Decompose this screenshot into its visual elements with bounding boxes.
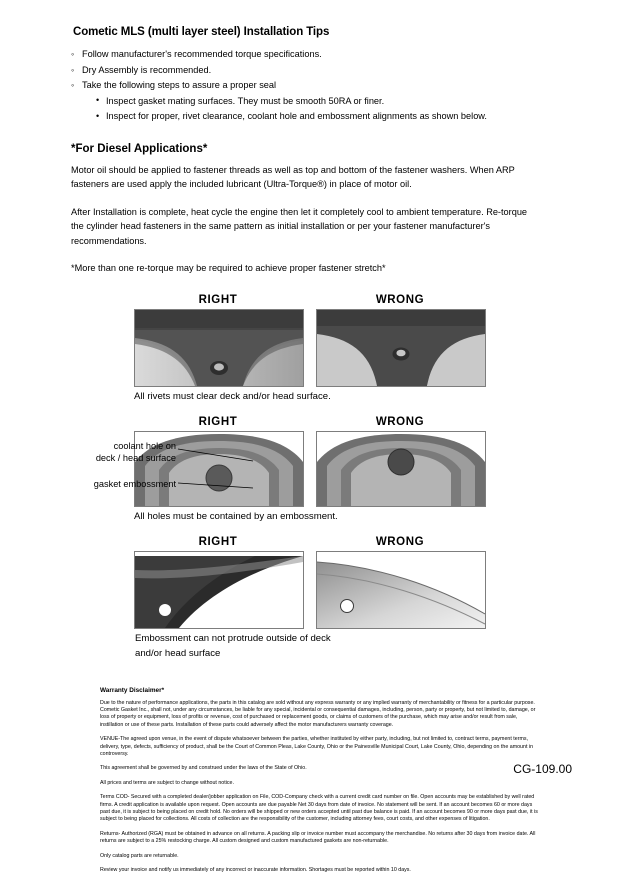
figure-right-rivets [134,294,302,387]
figure-caption-protrude-wrap [133,633,485,659]
warranty-paragraph: Returns- Authorized (RGA) must be obtained in advance on all returns. A packing slip or invoice number must accompany the merchandise. No returns after 30 days from invoice date. All returns are subject to a 25% restocking charge. All custom designed and custom manufactured gaskets are non-returnable. [100,831,540,846]
callout-gasket-embossment: gasket embossment [30,478,176,490]
figure-label-wrong: WRONG [316,294,484,306]
figure-label-wrong-2: WRONG [316,416,484,428]
figure-caption-holes-wrap [134,511,484,522]
installation-sub-list [82,94,578,125]
page-title: Cometic MLS (multi layer steel) Installation Tips [73,26,578,38]
callout-coolant-hole-line1: coolant hole on [114,441,176,451]
figure-image-wrong-rivets [316,309,486,387]
list-item [71,78,578,125]
figure-image-wrong-holes [316,431,486,507]
figure-label-wrong-3: WRONG [316,536,484,548]
figure-caption-protrude-line1: Embossment can not protrude outside of deck [135,633,485,644]
figure-image-right-protrude [134,551,304,629]
figure-row-protrude [40,536,578,629]
figure-wrong-holes [316,416,484,507]
warranty-paragraph: Terms COD- Secured with a completed dealer/jobber application on File, COD-Company check with a current credit card number on file. Open accounts may be established by well rated firms. A credit application is available upon request. Open accounts are due payable Net 30 days from date of invoice. No statement will be sent. If an account becomes 60 or more days past due, it is subject to being placed on credit hold. No orders will be shipped or new orders accepted until past due balance is paid. If an account becomes 90 or more days past due, it is subject to being placed for collections. All costs of collection are the responsibility of the customer, including attorney fees, court costs, and other expenses of litigation. [100,794,540,824]
rivet-right-diagram [135,310,303,386]
warranty-paragraph: Due to the nature of performance applications, the parts in this catalog are sold without any express warranty or any implied warranty of merchantability or fitness for a particular purpose. Cometic Gasket Inc., shall not, under any circumstances, be liable for any special, incidental or consequential damages, including, person, party or property, but not limited to, damage, or loss of property or equipment, loss of profits or revenue, cost of purchased or replacement goods, or claims of customers of the purchase, which may arise and/or result from sale, instillation or use of these parts. Installation of these parts could adversely affect the motor manufacturers warranty coverage. [100,700,540,730]
document-number: CG-109.00 [513,762,572,776]
figure-caption-protrude-line2: and/or head surface [135,648,485,659]
figure-right-protrude [134,536,302,629]
figure-label-right: RIGHT [134,294,302,306]
installation-tips-list [71,47,578,125]
figure-row-rivets [40,294,578,387]
warranty-heading: Warranty Disclaimer* [100,687,540,694]
figure-label-right-3: RIGHT [134,536,302,548]
figure-wrong-rivets [316,294,484,387]
figure-caption-rivets: All rivets must clear deck and/or head surface. [134,391,484,402]
diesel-paragraph-2: After Installation is complete, heat cycle the engine then let it completely cool to ambient temperature. Re-torque the cylinder head fasteners in the same pattern as initial installation or per your fastener manufacturer's recommendations. [71,205,541,249]
figure-row-holes [40,416,578,507]
diesel-heading: *For Diesel Applications* [71,143,578,155]
figure-caption-rivets-wrap [134,391,484,402]
rivet-wrong-diagram [317,310,485,386]
callout-coolant-hole-line2: deck / head surface [96,453,176,463]
figure-wrong-protrude [316,536,484,629]
figure-right-holes [134,416,302,507]
figure-image-wrong-protrude [316,551,486,629]
protrude-right-diagram [135,552,303,628]
warranty-paragraph: Only catalog parts are returnable. [100,853,540,860]
figure-caption-holes: All holes must be contained by an embossment. [134,511,484,522]
list-item: • Inspect for proper, rivet clearance, coolant hole and embossment alignments as shown below. [96,109,578,125]
list-item: ◦ Follow manufacturer's recommended torque specifications. [71,47,578,63]
diesel-paragraph-1: Motor oil should be applied to fastener threads as well as top and bottom of the fastener washers. When ARP fasteners are used apply the included lubricant (Ultra-Torque®) in place of motor oil. [71,163,541,192]
embossment-wrong-diagram [317,432,485,506]
list-item-label: Take the following steps to assure a proper seal [82,80,276,90]
list-item: ◦ Dry Assembly is recommended. [71,63,578,79]
figure-section [40,294,578,659]
list-item: • Inspect gasket mating surfaces. They must be smooth 50RA or finer. [96,94,578,110]
figure-label-right-2: RIGHT [134,416,302,428]
protrude-wrong-diagram [317,552,485,628]
warranty-disclaimer [100,687,540,874]
diesel-note: *More than one re-torque may be required to achieve proper fastener stretch* [71,261,578,276]
embossment-right-diagram [135,432,303,506]
figure-image-right-holes [134,431,304,507]
warranty-paragraph: All prices and terms are subject to change without notice. [100,780,540,787]
warranty-paragraph: This agreement shall be governed by and construed under the laws of the State of Ohio. [100,765,540,772]
figure-image-right-rivets [134,309,304,387]
warranty-paragraph: Review your invoice and notify us immediately of any incorrect or inaccurate information. Shortages must be reported within 10 days. [100,867,540,874]
warranty-paragraph: VENUE-The agreed upon venue, in the event of dispute whatsoever between the parties, whether instituted by either party, including, but not limited to, contract terms, payment terms, delivery, type, defects, sufficiency of product, shall be the Court of Common Pleas, Lake County, Ohio or the Painesville Municipal Court, Lake County, Ohio, depending on the amount in controversy. [100,736,540,758]
